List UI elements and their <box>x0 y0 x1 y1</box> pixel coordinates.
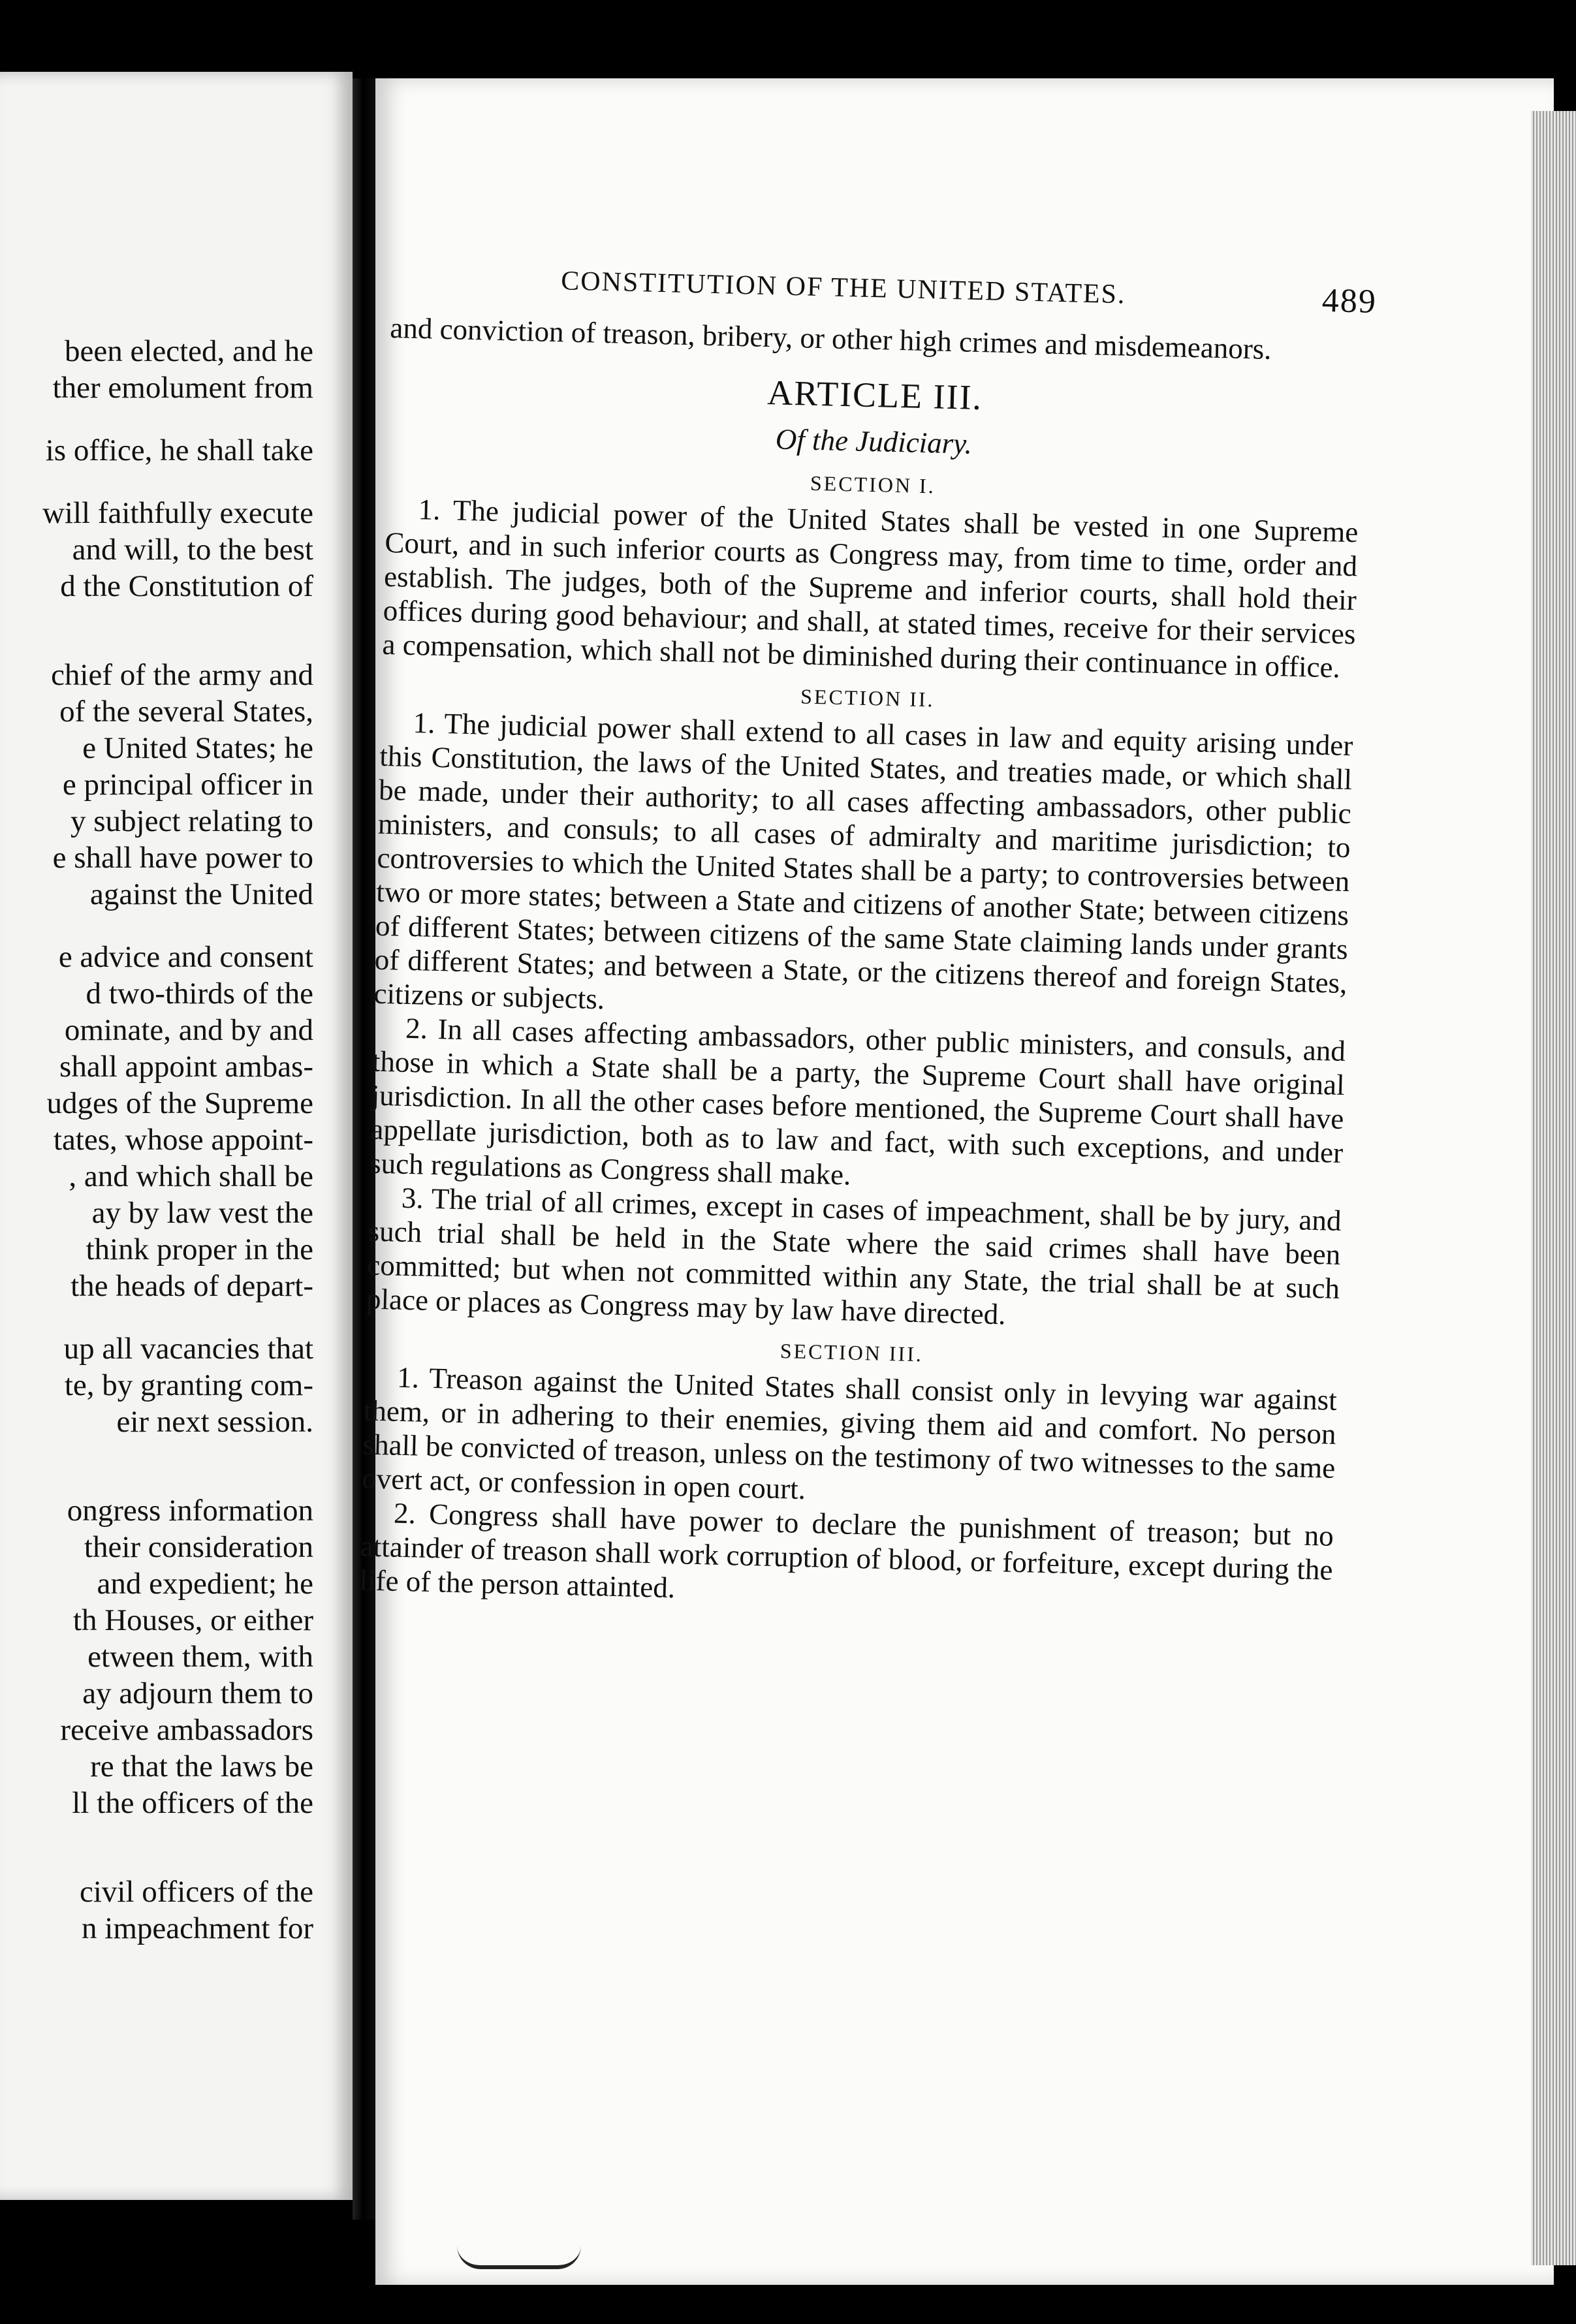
running-title: CONSTITUTION OF THE UNITED STATES. <box>560 266 1126 310</box>
left-page-line: chief of the army and <box>51 658 313 692</box>
left-page-line: and expedient; he <box>97 1567 313 1601</box>
left-page-line: civil officers of the <box>79 1875 313 1909</box>
section-2-paragraph-2: 2. In all cases affecting ambassadors, other public ministers, and consuls, and those in which a State shall be a party, the Supreme Court shall have original jurisdiction. In all the other cases before mentioned, the Supreme Court shall have appellate jurisdiction, both as to law and fact, with such exceptions, and under such regulations as Congress shall make. <box>369 1011 1346 1191</box>
left-page-line: te, by granting com- <box>64 1368 313 1402</box>
left-page-line: been elected, and he <box>64 334 313 368</box>
section-2-paragraph-1: 1. The judicial power shall extend to all cases in law and equity arising under this Constitution, the laws of the United States, and treaties made, or which shall be made, under their authority; to all cases affecting ambassadors, other public ministers, and consuls; to all cases of admiralty and maritime jurisdiction; to controversies to which the United States shall be a party; to controversies between two or more states; between a State and citizens of another State; between citizens of different States; between citizens of the same State claiming lands under grants of different States; and between a State, or the citizens thereof and foreign States, citizens or subjects. <box>373 706 1353 1016</box>
right-page-text <box>359 261 1378 1621</box>
section-heading-3: SECTION III. <box>780 1339 924 1366</box>
left-page-line: against the United <box>90 877 313 911</box>
left-page-line: etween them, with <box>87 1640 313 1674</box>
left-page-line: n impeachment for <box>82 1911 313 1945</box>
ink-smudge <box>457 2246 581 2269</box>
section-3-paragraph-2: 2. Congress shall have power to declare the punishment of treason; but no attainder of treason shall work corruption of blood, or forfeiture, except during the life of the person attainted. <box>359 1496 1334 1605</box>
left-page-line: shall appoint ambas- <box>59 1050 313 1084</box>
left-page-line: of the several States, <box>59 695 313 729</box>
left-page-line: ay adjourn them to <box>82 1676 313 1710</box>
left-page-line: udges of the Supreme <box>46 1086 313 1120</box>
section-heading-2: SECTION II. <box>800 684 935 712</box>
left-page-line: d two-thirds of the <box>86 977 313 1011</box>
left-page-line: e United States; he <box>82 731 313 765</box>
left-page-line: re that the laws be <box>90 1750 313 1783</box>
left-page-line: d the Constitution of <box>60 569 313 603</box>
section-2-paragraph-3: 3. The trial of all crimes, except in cases of impeachment, shall be by jury, and such trial shall be held in the State where the said crimes shall have been committed; but when not committed within any State, the trial shall be at such place or places as Congress may by law have directed. <box>366 1181 1342 1331</box>
left-page-line: e shall have power to <box>52 841 313 875</box>
left-page-line: think proper in the <box>86 1233 313 1266</box>
left-page-line: ominate, and by and <box>64 1013 313 1047</box>
left-page-line: , and which shall be <box>69 1159 313 1193</box>
left-page-line: ay by law vest the <box>91 1196 313 1230</box>
left-page-line: will faithfully execute <box>42 496 313 530</box>
left-page-line: e principal officer in <box>62 768 313 802</box>
section-1-paragraph-1: 1. The judicial power of the United States shall be vested in one Supreme Court, and in such inferior courts as Congress may, from time to time, order and establish. The judges, both of the Supreme and inferior courts, shall hold their offices during good behaviour; and shall, at stated times, receive for their services a compensation, which shall not be diminished during their continuance in office. <box>382 493 1359 684</box>
page-number: 489 <box>1321 281 1378 321</box>
left-page <box>0 72 353 2200</box>
article-heading: ARTICLE III. <box>766 373 983 418</box>
left-page-line: y subject relating to <box>71 804 313 838</box>
section-3-paragraph-1: 1. Treason against the United States shall consist only in levying war against them, or in adhering to their enemies, giving them aid and comfort. No person shall be convicted of treason, unless on the testimony of two witnesses to the same overt act, or confession in open court. <box>361 1360 1338 1506</box>
continuation-paragraph: and conviction of treason, bribery, or other high crimes and misdemeanors. <box>389 311 1272 366</box>
left-page-line: ther emolument from <box>52 371 313 405</box>
left-page-line: up all vacancies that <box>63 1332 313 1366</box>
left-page-line: and will, to the best <box>72 533 313 567</box>
page-edges <box>1531 111 1576 2265</box>
left-page-line: is office, he shall take <box>45 433 313 467</box>
left-page-line: receive ambassadors <box>60 1713 313 1747</box>
left-page-line: ongress information <box>67 1494 313 1528</box>
article-subheading: Of the Judiciary. <box>775 422 973 460</box>
left-page-line: their consideration <box>84 1530 313 1564</box>
left-page-line: e advice and consent <box>58 940 313 974</box>
left-page-line: ll the officers of the <box>72 1786 313 1820</box>
left-page-line: tates, whose appoint- <box>53 1123 313 1157</box>
section-heading-1: SECTION I. <box>810 471 936 498</box>
left-page-line: eir next session. <box>116 1405 313 1439</box>
left-page-line: th Houses, or either <box>72 1603 313 1637</box>
left-page-line: the heads of depart- <box>71 1269 313 1303</box>
